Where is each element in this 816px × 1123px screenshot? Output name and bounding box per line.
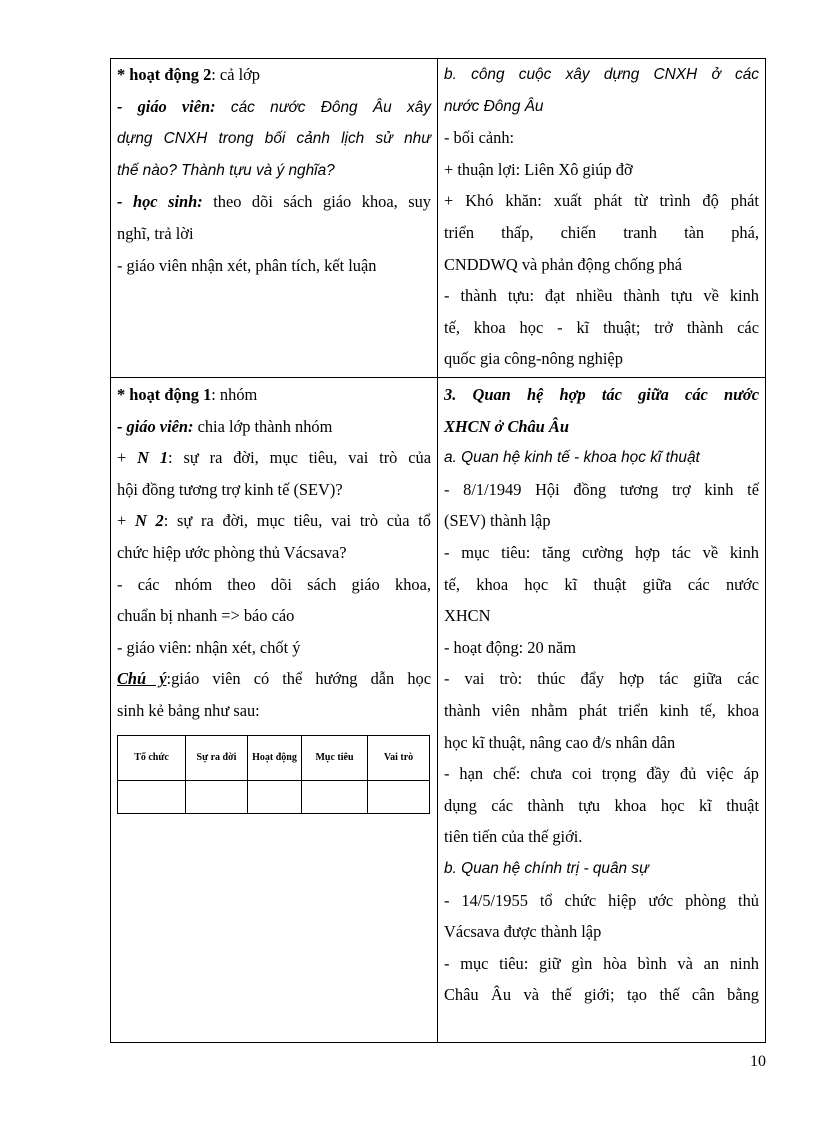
sample-table-cell [118,780,186,813]
subsection-b-heading: b. Quan hệ chính trị - quân sự [444,859,649,877]
group-1-task: hội đồng tương trợ kinh tế (SEV)? [117,479,343,499]
teacher-question-line: dựng CNXH trong bối cảnh lịch sử như [117,130,431,148]
sample-table-header: Vai trò [368,735,430,780]
sev-limit-line: - hạn chế: chưa coi trọng đầy đủ việc áp [444,764,759,784]
warsaw-founding-line: - 14/5/1955 tổ chức hiệp ước phòng thủ [444,890,759,910]
cell-cooperation-content [444,379,759,1011]
row-divider [111,377,765,378]
groups-task-line: chuẩn bị nhanh => báo cáo [117,606,295,626]
group-2-task: + N 2: sự ra đời, mục tiêu, vai trò của tổ [117,511,431,531]
sev-role-line: học kĩ thuật, nâng cao đ/s nhân dân [444,732,676,752]
achievement-line: - thành tựu: đạt nhiều thành tựu về kinh [444,286,759,306]
sample-table-cell [368,780,430,813]
sev-goal-line: XHCN [444,606,491,626]
activity-2-heading: * hoạt động 2: cả lớp [117,65,260,84]
student-task-line: - học sinh: theo dõi sách giáo khoa, suy [117,192,431,212]
groups-task-line: - các nhóm theo dõi sách giáo khoa, [117,574,431,594]
note-line: Chú ý:giáo viên có thể hướng dẫn học [117,669,431,689]
cell-activity-2-methods [117,59,431,281]
sample-table-cell [186,780,248,813]
sev-founding-line: (SEV) thành lập [444,511,551,531]
sample-table-header: Hoạt động [248,735,302,780]
sample-table [117,735,430,814]
sample-table-cell [302,780,368,813]
cell-activity-1-methods [117,379,431,814]
context-label: - bối cảnh: [444,128,515,148]
achievement-line: tế, khoa học - kĩ thuật; trở thành các [444,317,759,337]
sev-limit-line: dụng các thành tựu khoa học kĩ thuật [444,795,759,815]
group-2-task: chức hiệp ước phòng thủ Vácsava? [117,542,347,562]
warsaw-founding-line: Vácsava được thành lập [444,922,602,942]
page-number: 10 [750,1053,766,1070]
advantage-line: + thuận lợi: Liên Xô giúp đỡ [444,159,633,179]
subsection-a-heading: a. Quan hệ kinh tế - khoa học kĩ thuật [444,449,700,467]
teacher-instruction: - giáo viên: chia lớp thành nhóm [117,416,333,436]
difficulty-line: triển thấp, chiến tranh tàn phá, [444,222,759,242]
student-task-line: nghĩ, trả lời [117,223,194,243]
lesson-table [110,58,766,1043]
difficulty-line: + Khó khăn: xuất phát từ trình độ phát [444,191,759,211]
section-b-heading: nước Đông Âu [444,97,544,115]
sev-role-line: - vai trò: thúc đẩy hợp tác giữa các [444,669,759,689]
sev-activity-line: - hoạt động: 20 năm [444,637,577,657]
note-line: sinh kẻ bảng như sau: [117,700,260,720]
section-b-heading: b. công cuộc xây dựng CNXH ở các [444,66,759,83]
teacher-comment: - giáo viên: nhận xét, chốt ý [117,637,301,657]
achievement-line: quốc gia công-nông nghiệp [444,349,623,369]
difficulty-line: CNDDWQ và phản động chống phá [444,254,683,274]
sample-table-header: Mục tiêu [302,735,368,780]
group-1-task: + N 1: sự ra đời, mục tiêu, vai trò của [117,448,432,468]
sev-goal-line: tế, khoa học kĩ thuật giữa các nước [444,574,759,594]
column-divider [437,59,438,1042]
section-3-heading: XHCN ở Châu Âu [444,416,569,436]
teacher-question-line: thế nào? Thành tựu và ý nghĩa? [117,161,335,179]
warsaw-goal-line: Châu Âu và thế giới; tạo thế cân bằng [444,985,759,1005]
sample-table-header: Sự ra đời [186,735,248,780]
warsaw-goal-line: - mục tiêu: giữ gìn hòa bình và an ninh [444,953,759,973]
section-3-heading: 3. Quan hệ hợp tác giữa các nước [444,385,759,404]
activity-1-heading: * hoạt động 1: nhóm [117,385,258,404]
cell-eastern-europe-socialism [444,59,759,375]
sev-limit-line: tiên tiến của thế giới. [444,827,583,847]
sev-founding-line: - 8/1/1949 Hội đồng tương trợ kinh tế [444,479,759,499]
sev-goal-line: - mục tiêu: tăng cường hợp tác về kinh [444,542,759,562]
sample-table-cell [248,780,302,813]
sample-table-empty-row [118,780,430,813]
teacher-question-line: - giáo viên: các nước Đông Âu xây [117,96,431,116]
sample-table-header-row [118,735,430,780]
teacher-conclusion: - giáo viên nhận xét, phân tích, kết luận [117,255,377,275]
sev-role-line: thành viên nhằm phát triển kinh tế, khoa [444,700,759,720]
sample-table-header: Tổ chức [118,735,186,780]
